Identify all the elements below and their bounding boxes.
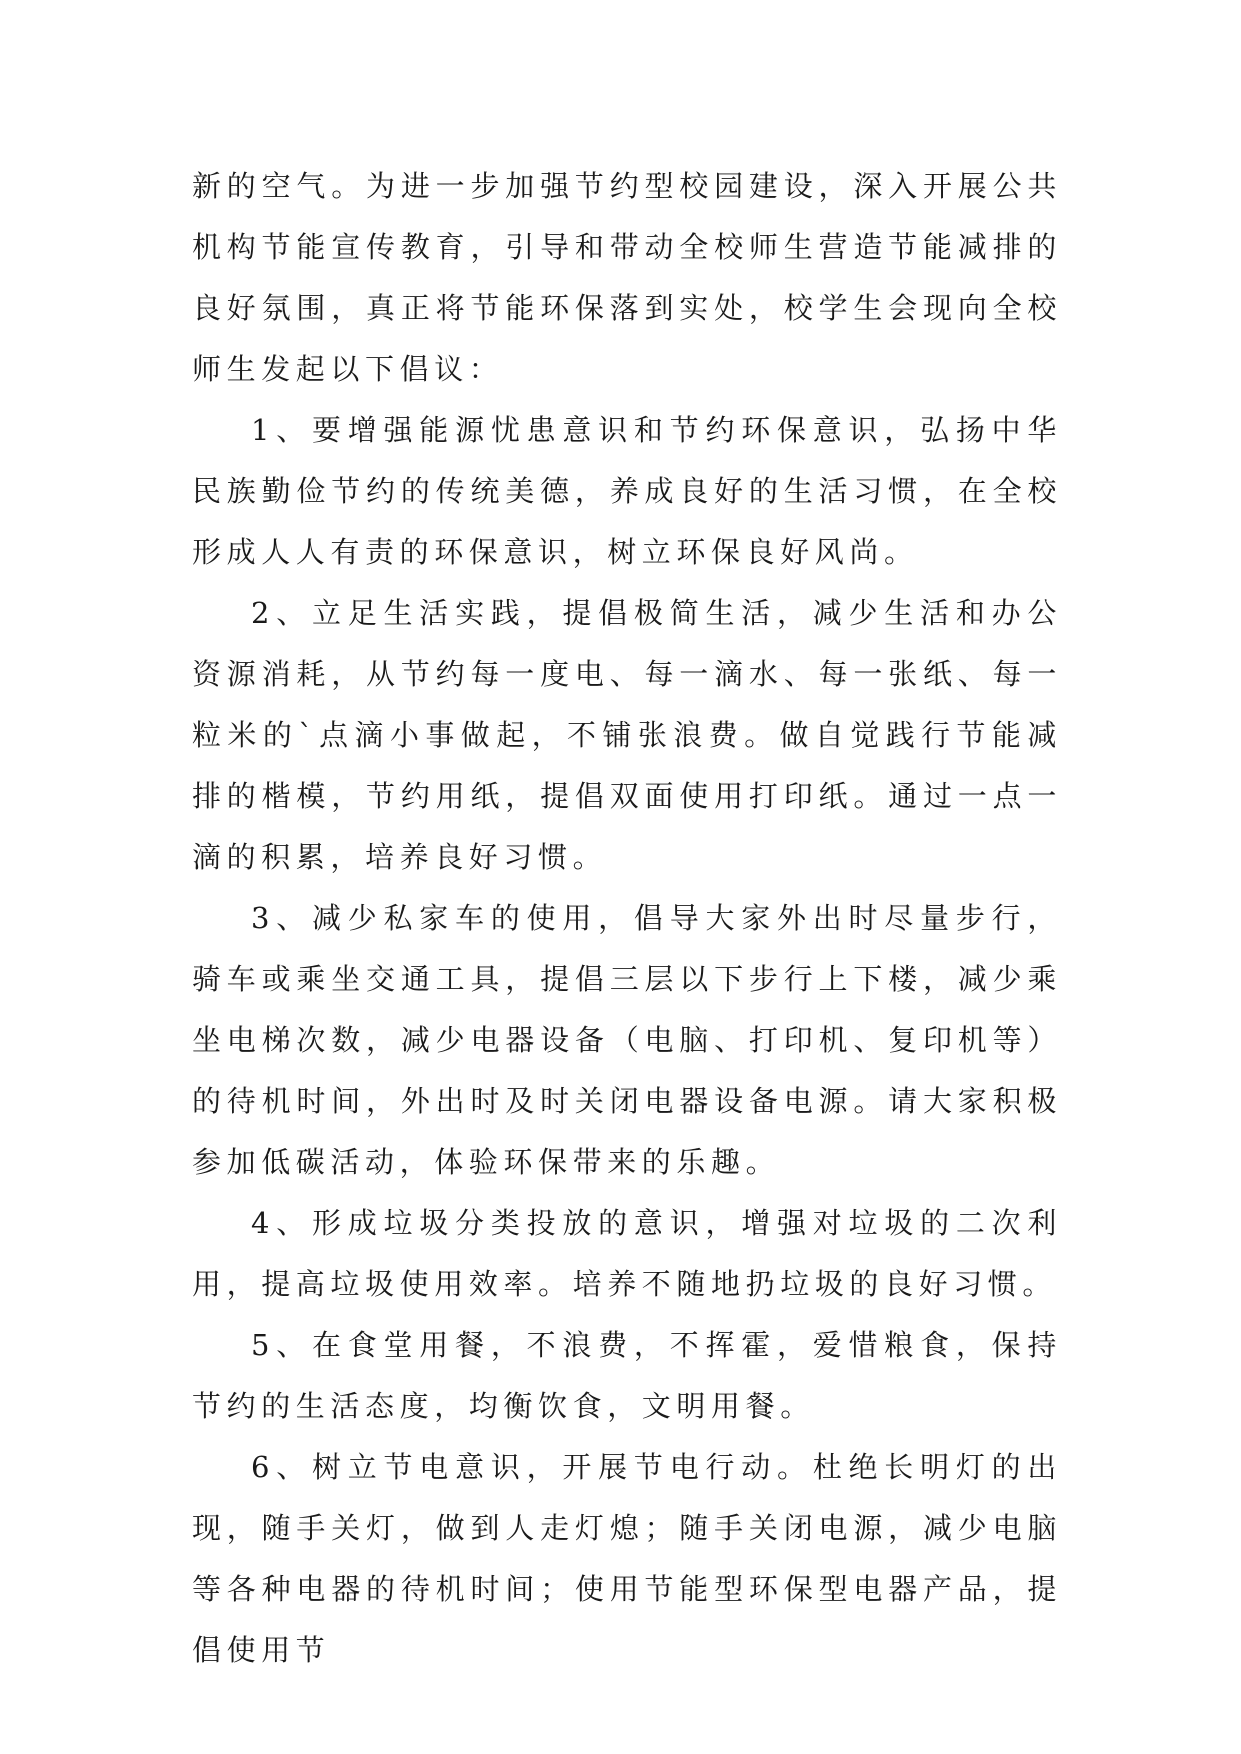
- paragraph-intro: 新的空气。为进一步加强节约型校园建设，深入开展公共机构节能宣传教育，引导和带动全校师生营造节能减排的良好氛围，真正将节能环保落到实处，校学生会现向全校师生发起以下倡议：: [192, 169, 1062, 386]
- paragraph-item-5: 5、在食堂用餐，不浪费，不挥霍，爱惜粮食，保持节约的生活态度，均衡饮食，文明用餐。: [192, 1328, 1062, 1423]
- paragraph-item-2: 2、立足生活实践，提倡极简生活，减少生活和办公资源消耗，从节约每一度电、每一滴水、每一张纸、每一粒米的`点滴小事做起，不铺张浪费。做自觉践行节能减排的楷模，节约用纸，提倡双面使用打印纸。通过一点一滴的积累，培养良好习惯。: [192, 596, 1062, 874]
- document-body: [192, 156, 1062, 1681]
- paragraph-item-1: 1、要增强能源忧患意识和节约环保意识，弘扬中华民族勤俭节约的传统美德，养成良好的生活习惯，在全校形成人人有责的环保意识，树立环保良好风尚。: [192, 413, 1062, 569]
- paragraph-item-4: 4、形成垃圾分类投放的意识，增强对垃圾的二次利用，提高垃圾使用效率。培养不随地扔垃圾的良好习惯。: [192, 1206, 1062, 1301]
- paragraph-item-6: 6、树立节电意识，开展节电行动。杜绝长明灯的出现，随手关灯，做到人走灯熄；随手关闭电源，减少电脑等各种电器的待机时间；使用节能型环保型电器产品，提倡使用节: [192, 1450, 1062, 1667]
- paragraph-item-3: 3、减少私家车的使用，倡导大家外出时尽量步行，骑车或乘坐交通工具，提倡三层以下步行上下楼，减少乘坐电梯次数，减少电器设备（电脑、打印机、复印机等）的待机时间，外出时及时关闭电器设备电源。请大家积极参加低碳活动，体验环保带来的乐趣。: [192, 901, 1062, 1179]
